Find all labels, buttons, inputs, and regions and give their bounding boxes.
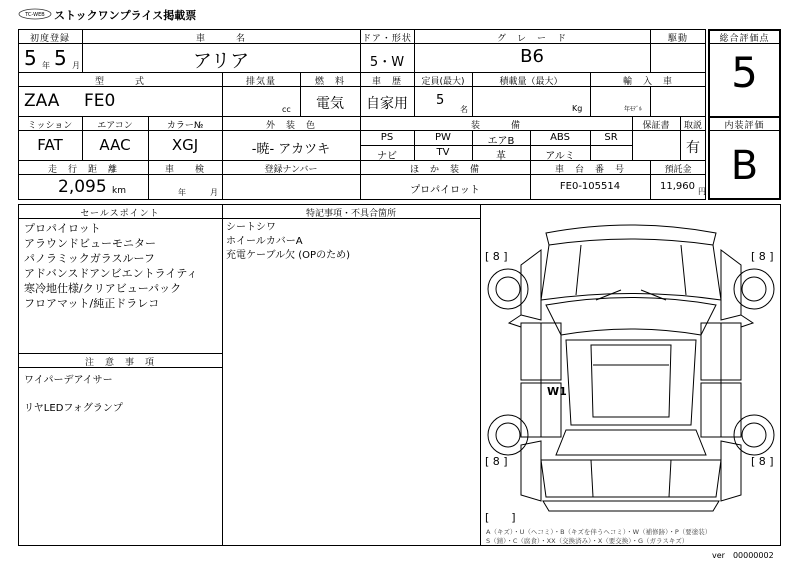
label-interior-score: 内装評価: [724, 121, 765, 131]
unit-km: km: [112, 186, 126, 196]
fuel: 電気: [316, 96, 344, 112]
label-exterior-color: 外 装 色: [265, 121, 316, 131]
special-notes-list: [226, 221, 350, 263]
unit-cc: cc: [282, 105, 291, 114]
first-reg-year: 5: [24, 46, 37, 70]
door-type: 5・W: [369, 55, 405, 70]
mission: FAT: [37, 136, 63, 154]
tire-rear-right: [ 8 ]: [751, 455, 774, 468]
label-deposit: 預託金: [664, 165, 692, 175]
total-score: 5: [731, 48, 758, 97]
car-damage-diagram: [481, 205, 780, 545]
deposit: 11,960: [660, 181, 695, 192]
label-history: 車 歴: [371, 77, 402, 87]
label-mission: ミッション: [27, 121, 73, 131]
list-item: リヤLEDフォグランプ: [24, 403, 123, 414]
label-displacement: 排気量: [245, 77, 276, 87]
unit-kg: Kg: [572, 104, 583, 113]
page-title: ストックワンプライス掲載票: [54, 9, 197, 22]
label-load-capacity: 積載量（最大）: [499, 77, 563, 87]
model-code: FE0: [84, 91, 116, 111]
label-equipment: 装 備: [470, 121, 521, 131]
label-door-type: ドア・形状: [362, 34, 412, 44]
equip-ps: PS: [380, 132, 394, 143]
equip-abs: ABS: [550, 132, 570, 143]
interior-score: B: [730, 143, 759, 189]
label-special-notes: 特記事項・不具合箇所: [305, 209, 396, 219]
label-fuel: 燃 料: [314, 77, 345, 87]
chassis-number: FE0-105514: [559, 181, 621, 192]
label-caution: 注 意 事 項: [84, 358, 155, 368]
list-item: フロアマット/純正ドラレコ: [24, 297, 160, 310]
unit-yen: 円: [698, 187, 706, 196]
equip-tv: TV: [436, 147, 450, 158]
other-equipment: プロパイロット: [410, 185, 480, 196]
label-guarantee: 保証書: [642, 121, 670, 131]
tire-rear-left: [ 8 ]: [485, 455, 508, 468]
svg-text:TC-WEB: TC-WEB: [25, 12, 45, 18]
list-item: パノラミックガラスルーフ: [24, 252, 155, 265]
label-sales-points: セールスポイント: [80, 209, 160, 219]
label-chassis: 車 台 番 号: [554, 165, 625, 175]
tire-front-right: [ 8 ]: [751, 250, 774, 263]
inspection-unit-month: 月: [210, 188, 218, 197]
manual-value: 有: [686, 140, 700, 156]
damage-legend-2: S（錆）・C（腐食）・XX（交換済み）・X（要交換）・G（ガラスキズ）: [486, 537, 689, 545]
equip-sr: SR: [604, 132, 618, 143]
capacity: 5: [436, 93, 445, 108]
list-item: ホイールカバーA: [226, 236, 303, 247]
unit-model-year: 年ﾓﾃﾞﾙ: [624, 106, 643, 113]
unit-year: 年: [42, 61, 50, 70]
list-item: ワイパーデアイサー: [24, 375, 113, 386]
label-mileage: 走 行 距 離: [47, 165, 118, 175]
sales-points-list: [24, 221, 197, 311]
label-grade: グ レ ー ド: [496, 34, 567, 44]
equip-airbag: エアB: [487, 136, 515, 147]
label-capacity: 定員(最大): [421, 77, 465, 87]
equip-pw: PW: [435, 132, 451, 143]
caution-list: [24, 374, 123, 416]
equip-navi: ナビ: [377, 151, 397, 162]
label-reg-number: 登録ナンバー: [264, 165, 318, 175]
spare-tire: [ ]: [485, 511, 516, 524]
damage-legend-1: A（キズ）・U（ヘコミ）・B（キズを伴うヘコミ）・W（補修跡）・P（要塗装）: [486, 528, 712, 536]
tire-front-left: [ 8 ]: [485, 250, 508, 263]
unit-persons: 名: [460, 105, 468, 114]
history: 自家用: [366, 96, 408, 112]
equip-leather: 革: [496, 151, 506, 162]
list-item: シートシワ: [226, 222, 276, 233]
label-inspection: 車 検: [164, 165, 205, 175]
list-item: アラウンドビューモニター: [24, 237, 156, 250]
label-color: カラー№: [166, 121, 204, 131]
car-name: アリア: [192, 50, 250, 72]
aircon: AAC: [99, 136, 131, 154]
label-total-score: 総合評価点: [719, 34, 770, 44]
tc-web-logo: [18, 8, 52, 20]
list-item: アドバンスドアンビエントライティ: [24, 267, 198, 280]
unit-month: 月: [72, 61, 80, 70]
list-item: プロパイロット: [24, 222, 101, 235]
list-item: [24, 388, 123, 402]
label-manual: 取説: [683, 121, 702, 131]
first-reg-month: 5: [54, 46, 67, 70]
label-import: 輸 入 車: [622, 77, 673, 87]
list-item: 寒冷地仕様/クリアビューパック: [24, 282, 182, 295]
list-item: 充電ケーブル欠 (OPのため): [226, 250, 350, 261]
equip-alumi: アルミ: [545, 151, 575, 162]
inspection-unit-year: 年: [178, 188, 186, 197]
grade: B6: [520, 46, 544, 67]
label-other-equipment: ほ か 装 備: [409, 165, 480, 175]
version-text: ver 00000002: [712, 551, 774, 560]
color-code: XGJ: [171, 136, 199, 154]
label-car-name: 車 名: [195, 34, 246, 44]
mileage: 2,095: [58, 177, 107, 197]
exterior-color: -暁- アカツキ: [251, 142, 331, 157]
label-model: 型 式: [94, 77, 145, 87]
label-drive: 駆動: [667, 34, 688, 44]
damage-mark-w1: W1: [547, 385, 567, 398]
label-aircon: エアコン: [97, 121, 133, 131]
label-first-reg: 初度登録: [29, 34, 70, 44]
model-prefix: ZAA: [24, 91, 60, 111]
